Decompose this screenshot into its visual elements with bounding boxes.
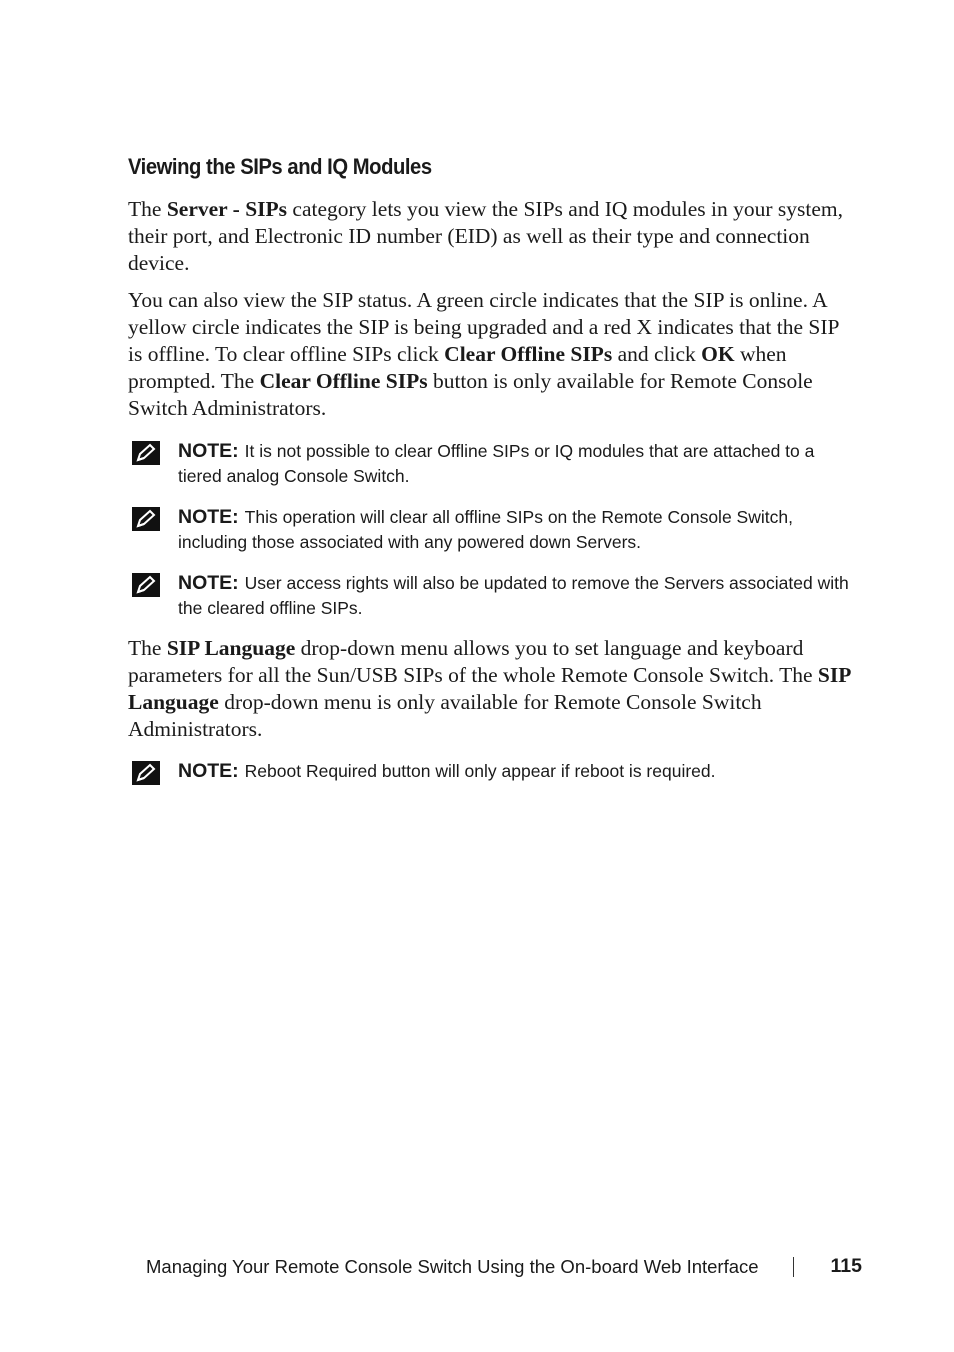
text: category lets you view the SIPs and IQ modules in your system, their port, and Electronic ID number (EID) as well as their type and connection device. <box>128 197 843 276</box>
note-label: NOTE: <box>178 571 239 594</box>
text: and click <box>612 342 702 367</box>
note-label: NOTE: <box>178 505 239 528</box>
text: when prompted. The <box>128 342 787 394</box>
footer-title: Managing Your Remote Console Switch Using the On-board Web Interface <box>146 1255 759 1277</box>
paragraph-sip-language <box>128 635 858 744</box>
page-number: 115 <box>830 1255 862 1277</box>
footer-separator <box>793 1257 794 1277</box>
note-text: Reboot Required button will only appear if reboot is required. <box>244 761 716 782</box>
note-text: User access rights will also be updated to remove the Servers associated with the cleared offline SIPs. <box>178 572 849 618</box>
note-label: NOTE: <box>178 439 239 462</box>
page-content <box>128 150 858 798</box>
text: button is only available for Remote Console Switch Administrators. <box>128 369 813 421</box>
section-heading: Viewing the SIPs and IQ Modules <box>128 154 432 179</box>
bold-term: Clear Offline SIPs <box>444 342 613 367</box>
note-2 <box>128 505 858 555</box>
text: drop-down menu is only available for Remote Console Switch Administrators. <box>128 690 762 742</box>
note-pencil-icon <box>132 441 160 465</box>
note-text: This operation will clear all offline SIPs on the Remote Console Switch, including those associated with any powered down Servers. <box>178 506 793 552</box>
note-pencil-icon <box>132 573 160 597</box>
bold-term: Clear Offline SIPs <box>259 369 428 394</box>
text: The <box>128 197 167 221</box>
bold-term: OK <box>701 342 735 367</box>
note-label: NOTE: <box>178 760 239 783</box>
bold-term: SIP Language <box>166 635 296 660</box>
bold-term: Server - SIPs <box>166 197 288 221</box>
note-3 <box>128 571 858 621</box>
text: You can also view the SIP status. A green circle indicates that the SIP is online. A yellow circle indicates the SIP is being upgraded and a red X indicates that the SIP is offline. To clear offline SIPs click <box>128 287 839 367</box>
paragraph-server-sips <box>128 196 858 278</box>
note-4 <box>128 759 858 784</box>
paragraph-sip-status <box>128 287 858 423</box>
note-pencil-icon <box>132 761 160 785</box>
text: drop-down menu allows you to set language and keyboard parameters for all the Sun/USB SIPs of the whole Remote Console Switch. The <box>128 635 818 687</box>
note-pencil-icon <box>132 507 160 531</box>
note-text: It is not possible to clear Offline SIPs or IQ modules that are attached to a tiered analog Console Switch. <box>178 440 815 486</box>
bold-term: SIP Language <box>128 662 851 715</box>
page-footer <box>146 1255 862 1278</box>
text: The <box>128 635 167 660</box>
note-1 <box>128 439 858 489</box>
